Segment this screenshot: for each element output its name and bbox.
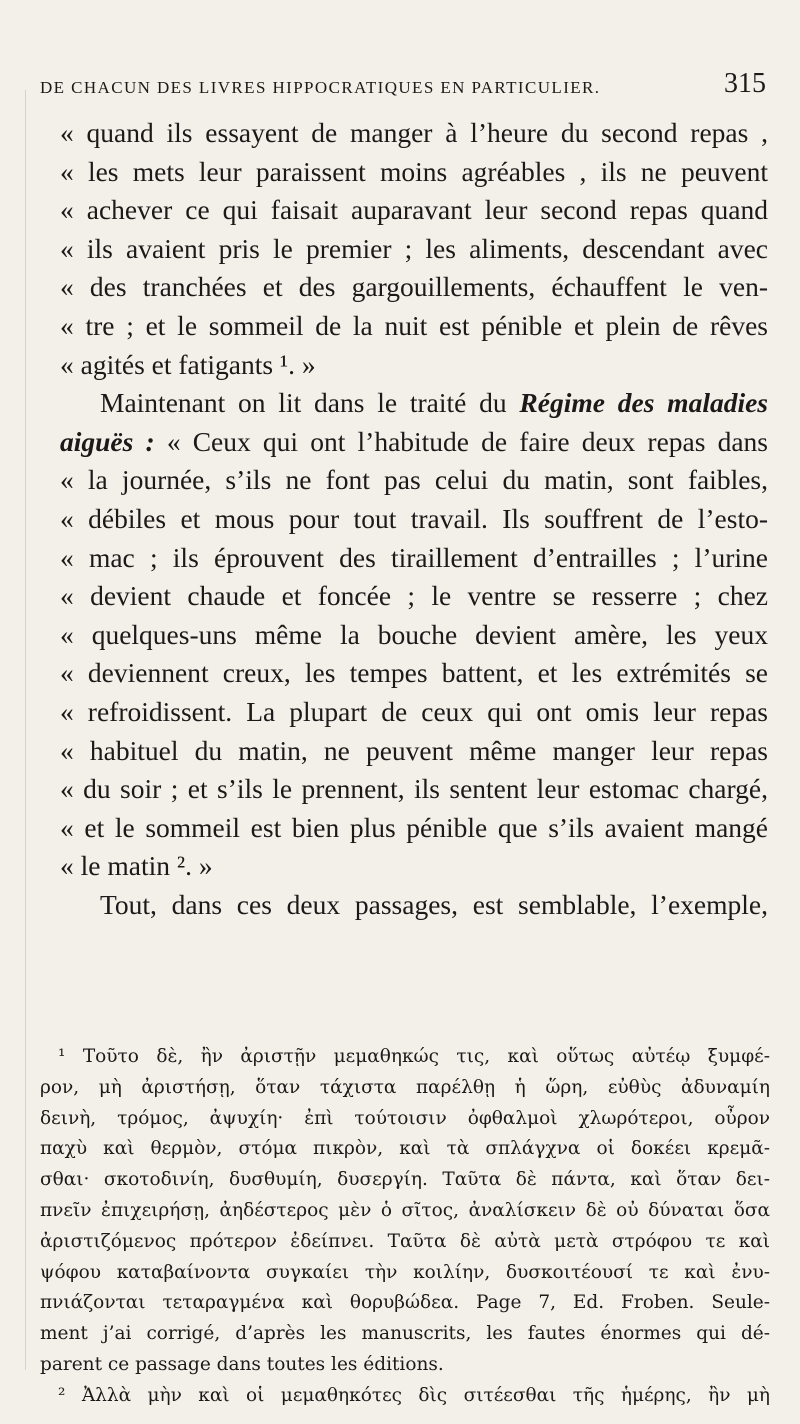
footnote-line: ment j’ai corrigé, d’après les manuscrits, les fautes énormes qui dé- [40, 1323, 770, 1345]
text-line: « le matin ². » [60, 850, 213, 882]
footnote-line: ψόφου καταβαίνοντα συγκαίει τὴν κοιλίην, δυσκοιτέουσί τε καὶ ἐνυ- [40, 1261, 770, 1283]
footnote-line: ¹ Τοῦτο δὲ, ἢν ἀριστῇν μεμαθηκώς τις, καὶ οὕτως αὐτέῳ ξυμφέ- [58, 1046, 770, 1067]
text-line: « tre ; et le sommeil de la nuit est pénible et plein de rêves [60, 309, 768, 341]
footnote-line: ² Ἀλλὰ μὴν καὶ οἱ μεμαθηκότες δὶς σιτέεσθαι τῆς ἡμέρης, ἢν μὴ [58, 1384, 770, 1406]
text-line: Tout, dans ces deux passages, est semblable, l’exemple, [100, 888, 768, 920]
footnote-line: ἀριστιζόμενος πρότερον ἐδείπνει. Ταῦτα δὲ αὐτὰ μετὰ στρόφου τε καὶ [40, 1230, 770, 1252]
text-fragment: « Ceux qui ont l’habitude de faire deux repas dans [166, 425, 768, 457]
running-title: DE CHACUN DES LIVRES HIPPOCRATIQUES EN PARTICULIER. [40, 78, 601, 97]
footnote-line: πνεῖν ἐπιχειρήσῃ, ἀηδέστερος μὲν ὁ σῖτος, ἀναλίσκειν δὲ οὐ δύναται ὅσα [40, 1199, 770, 1221]
text-line: « refroidissent. La plupart de ceux qui ont omis leur repas [60, 695, 768, 727]
footnotes [40, 1042, 770, 1412]
gutter-shadow [25, 90, 26, 1370]
text-line: « achever ce qui faisait auparavant leur second repas quand [60, 194, 768, 226]
text-fragment: Maintenant on lit dans le traité du [100, 387, 507, 419]
text-line: « du soir ; et s’ils le prennent, ils sentent leur estomac chargé, [60, 773, 768, 805]
footnote-line: παχὺ καὶ θερμὸν, στόμα πικρὸν, καὶ τὰ σπλάγχνα οἱ δοκέει κρεμᾶ- [40, 1138, 770, 1160]
text-line [32, 423, 768, 462]
footnote-line: δεινὴ, τρόμος, ἀψυχίη· ἐπὶ τούτοισιν ὀφθαλμοὶ χλωρότεροι, οὖρον [40, 1107, 770, 1129]
text-line: « et le sommeil est bien plus pénible que s’ils avaient mangé [60, 811, 768, 843]
page-number: 315 [724, 68, 766, 99]
footnote-line: πνιάζονται τεταραγμένα καὶ θορυβώδεα. Page 7, Ed. Froben. Seule- [40, 1292, 770, 1314]
treatise-title-end: aiguës : [60, 425, 155, 457]
text-line: « agités et fatigants ¹. » [60, 348, 316, 380]
text-line: « quand ils essayent de manger à l’heure du second repas , [60, 117, 768, 148]
treatise-title: Régime des maladies [519, 387, 769, 419]
text-line: « habituel du matin, ne peuvent même manger leur repas [60, 734, 768, 766]
page-header [40, 66, 766, 102]
main-text [32, 114, 768, 924]
text-line: « les mets leur paraissent moins agréables , ils ne peuvent [60, 155, 768, 187]
text-line: « des tranchées et des gargouillements, échauffent le ven- [60, 271, 768, 303]
text-line: « devient chaude et foncée ; le ventre se resserre ; chez [60, 580, 768, 612]
text-line: « la journée, s’ils ne font pas celui du matin, sont faibles, [60, 464, 768, 496]
footnote-line: ρον, μὴ ἀριστήσῃ, ὅταν τάχιστα παρέλθῃ ἡ ὥρη, εὐθὺς ἀδυναμίη [40, 1076, 770, 1098]
footnote-line: σθαι· σκοτοδινίη, δυσθυμίη, δυσεργίη. Ταῦτα δὲ πάντα, καὶ ὅταν δει- [40, 1169, 770, 1191]
text-line: « deviennent creux, les tempes battent, et les extrémités se [60, 657, 768, 689]
text-line: « quelques-uns même la bouche devient amère, les yeux [60, 618, 768, 650]
text-line: « ils avaient pris le premier ; les aliments, descendant avec [60, 232, 768, 264]
text-line: « mac ; ils éprouvent des tiraillement d’entrailles ; l’urine [60, 541, 768, 573]
footnote-line: parent ce passage dans toutes les éditions. [40, 1353, 444, 1375]
text-line [32, 384, 768, 423]
text-line: « débiles et mous pour tout travail. Ils souffrent de l’esto- [60, 502, 768, 534]
